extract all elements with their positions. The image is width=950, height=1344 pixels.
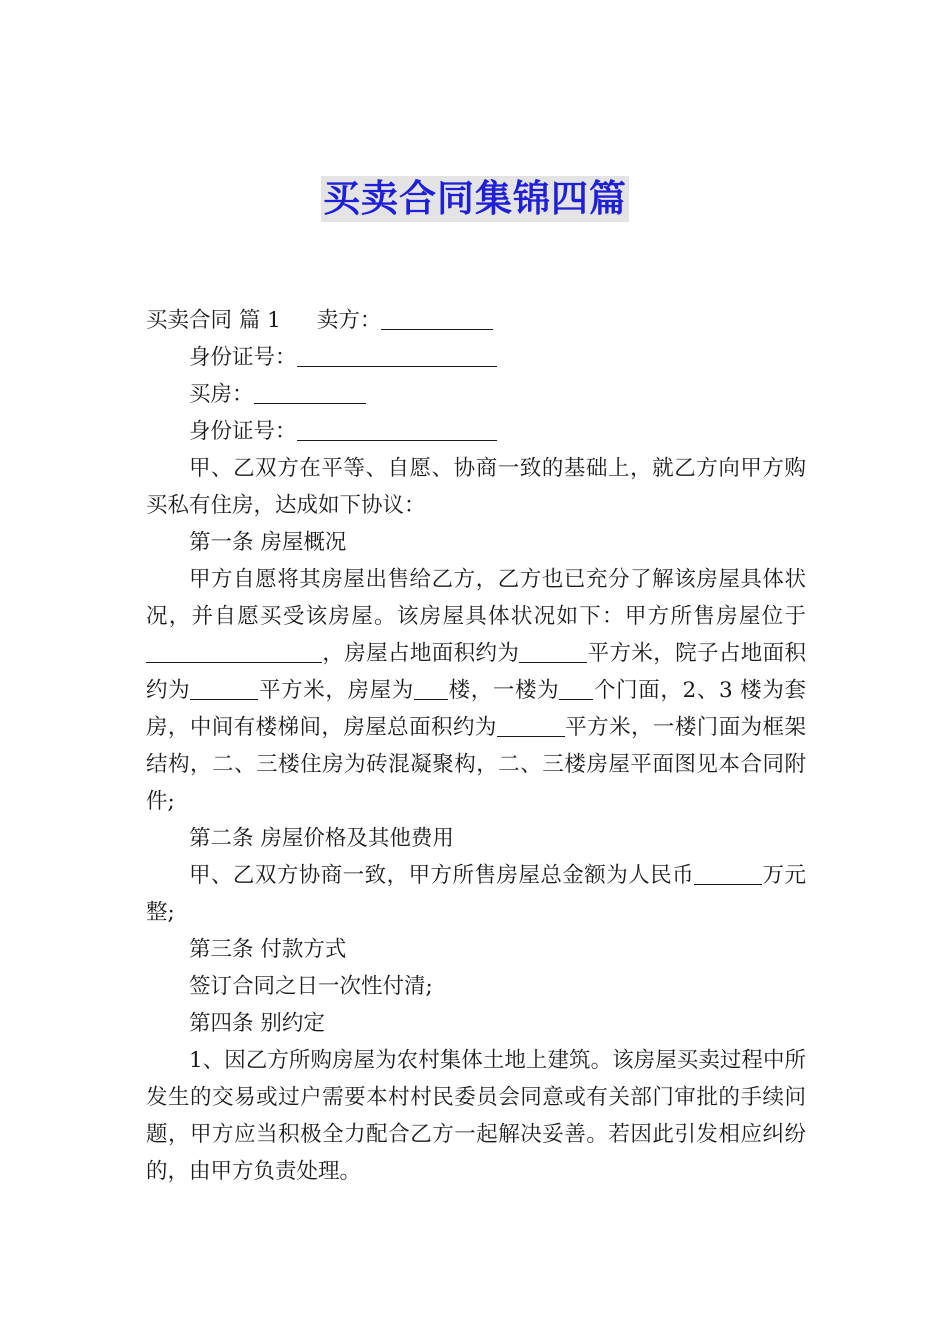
document-title: 买卖合同集锦四篇 <box>323 177 627 220</box>
contract-heading-line <box>146 302 806 339</box>
price-blank <box>694 860 762 885</box>
document-body <box>146 302 806 1190</box>
buyer-id-blank <box>297 416 497 441</box>
article-3-title: 第三条 付款方式 <box>189 937 347 962</box>
article-1-text: 平方米，一楼门面为框架结构，二、三楼住房为砖混凝聚构，二、三楼房屋平面图见本合同附件; <box>146 715 806 814</box>
article-1-text: 平方米，房屋为 <box>258 678 414 703</box>
article-1-text: 平方米，院子占地面积约为 <box>146 641 806 703</box>
article-1-text: 个门面，2、3 楼为套房，中间有楼梯间，房屋总面积约为 <box>146 678 806 740</box>
floors-blank <box>414 675 448 700</box>
seller-blank <box>381 305 493 330</box>
buyer-blank <box>254 379 366 404</box>
total-area-blank <box>497 712 565 737</box>
buyer-id-label: 身份证号： <box>189 419 297 444</box>
land-area-blank <box>519 638 587 663</box>
buyer-line <box>146 376 806 413</box>
seller-id-blank <box>297 342 497 367</box>
storefront-count-blank <box>559 675 593 700</box>
article-1-title: 第一条 房屋概况 <box>189 530 347 555</box>
buyer-id-line <box>146 413 806 450</box>
location-blank <box>146 638 322 663</box>
article-2-text: 万元整; <box>146 863 806 925</box>
yard-area-blank <box>190 675 258 700</box>
article-2-title: 第二条 房屋价格及其他费用 <box>189 826 454 851</box>
article-4-title: 第四条 别约定 <box>189 1011 325 1036</box>
article-3-paragraph: 签订合同之日一次性付清; <box>189 974 433 999</box>
contract-heading: 买卖合同 篇 1 <box>146 308 281 333</box>
buyer-label: 买房： <box>189 382 254 407</box>
intro-paragraph: 甲、乙双方在平等、自愿、协商一致的基础上，就乙方向甲方购买私有住房，达成如下协议： <box>146 456 806 518</box>
seller-id-line <box>146 339 806 376</box>
article-4-item-1: 1、因乙方所购房屋为农村集体土地上建筑。该房屋买卖过程中所发生的交易或过户需要本村村民委员会同意或有关部门审批的手续问题，甲方应当积极全力配合乙方一起解决妥善。若因此引发相应纠纷的，由甲方负责处理。 <box>146 1048 806 1184</box>
article-2-text: 甲、乙双方协商一致，甲方所售房屋总金额为人民币 <box>189 863 695 888</box>
article-1-paragraph <box>146 561 806 820</box>
article-1-text: ，房屋占地面积约为 <box>322 641 520 666</box>
seller-id-label: 身份证号： <box>189 345 297 370</box>
article-2-paragraph <box>146 857 806 931</box>
article-1-text: 甲方自愿将其房屋出售给乙方，乙方也已充分了解该房屋具体状况，并自愿买受该房屋。该房屋具体状况如下：甲方所售房屋位于 <box>146 567 806 629</box>
seller-label: 卖方： <box>316 308 382 333</box>
article-1-text: 楼，一楼为 <box>447 678 560 703</box>
title-container <box>0 176 950 222</box>
